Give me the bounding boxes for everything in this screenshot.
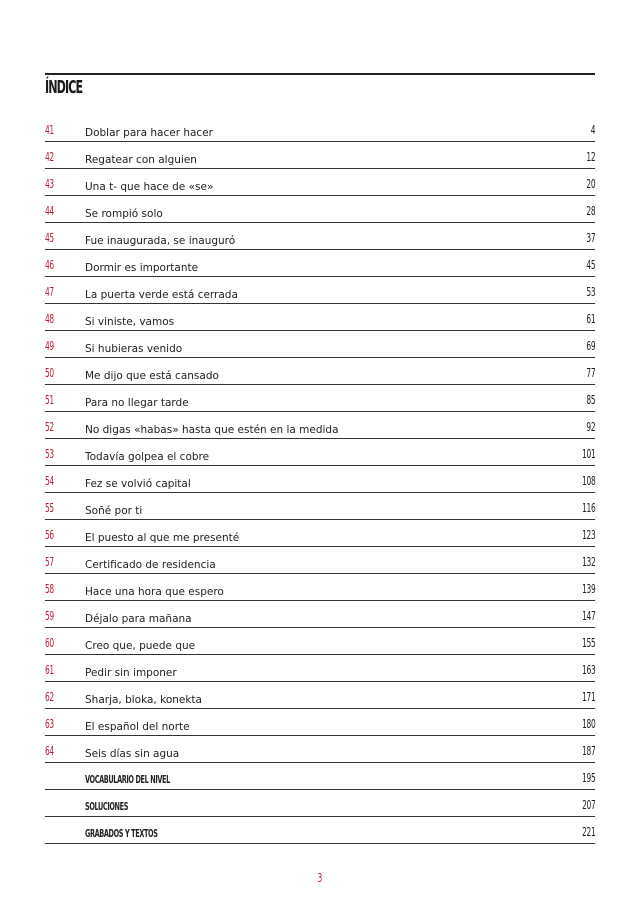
unit-number: 58	[45, 582, 54, 596]
entry-title: Para no llegar tarde	[85, 397, 189, 409]
toc-entry	[45, 466, 595, 493]
toc-entry	[45, 196, 595, 223]
entry-title: Si hubieras venido	[85, 343, 183, 355]
page-number: 3	[317, 871, 323, 885]
toc-entry	[45, 493, 595, 520]
entry-title: Certificado de residencia	[85, 559, 216, 571]
entry-page-number: 139	[581, 582, 595, 596]
entry-page-number: 53	[586, 285, 595, 299]
entry-title: El español del norte	[85, 721, 190, 733]
entry-page-number: 101	[581, 447, 595, 461]
unit-number: 57	[45, 555, 54, 569]
entry-page-number: 207	[581, 798, 595, 812]
unit-number: 44	[45, 204, 54, 218]
unit-number: 43	[45, 177, 54, 191]
toc-entry	[45, 142, 595, 169]
unit-number: 51	[45, 393, 54, 407]
toc-entry	[45, 628, 595, 655]
entry-title: Seis días sin agua	[85, 748, 180, 760]
entry-title: La puerta verde está cerrada	[85, 289, 238, 301]
toc-entry	[45, 790, 595, 817]
entry-page-number: 195	[581, 771, 595, 785]
unit-number: 50	[45, 366, 54, 380]
entry-title: Dormir es importante	[85, 262, 199, 274]
entry-page-number: 28	[586, 204, 595, 218]
unit-number: 41	[45, 123, 54, 137]
entry-page-number: 85	[586, 393, 595, 407]
entry-page-number: 180	[581, 717, 595, 731]
entry-page-number: 4	[590, 123, 595, 137]
unit-number: 49	[45, 339, 54, 353]
unit-number: 64	[45, 744, 54, 758]
toc-entry	[45, 439, 595, 466]
unit-number: 48	[45, 312, 54, 326]
toc-entry	[45, 736, 595, 763]
entry-title: Se rompió solo	[85, 208, 163, 220]
footer	[0, 871, 640, 885]
toc-entry	[45, 763, 595, 790]
unit-number: 53	[45, 447, 54, 461]
entry-title: Regatear con alguien	[85, 154, 197, 166]
entry-page-number: 132	[581, 555, 595, 569]
entry-page-number: 92	[586, 420, 595, 434]
entry-title: Fez se volvió capital	[85, 478, 191, 490]
toc-entry	[45, 358, 595, 385]
top-rule	[45, 73, 595, 75]
toc-entry	[45, 331, 595, 358]
toc-entry	[45, 115, 595, 142]
entry-title: No digas «habas» hasta que estén en la medida	[85, 424, 339, 436]
entry-title: Hace una hora que espero	[85, 586, 224, 598]
unit-number: 46	[45, 258, 54, 272]
entry-page-number: 61	[586, 312, 595, 326]
table-of-contents	[45, 115, 595, 844]
entry-page-number: 69	[586, 339, 595, 353]
unit-number: 60	[45, 636, 54, 650]
toc-entry	[45, 574, 595, 601]
unit-number: 61	[45, 663, 54, 677]
unit-number: 52	[45, 420, 54, 434]
entry-title: Pedir sin imponer	[85, 667, 177, 679]
entry-title: Me dijo que está cansado	[85, 370, 219, 382]
entry-title: Fue inaugurada, se inauguró	[85, 235, 236, 247]
unit-number: 59	[45, 609, 54, 623]
page-title: ÍNDICE	[45, 77, 83, 98]
unit-number: 56	[45, 528, 54, 542]
entry-page-number: 221	[581, 825, 595, 839]
entry-page-number: 77	[586, 366, 595, 380]
entry-title: Soñé por ti	[85, 505, 143, 517]
toc-entry	[45, 169, 595, 196]
entry-title: Sharja, bloka, konekta	[85, 694, 202, 706]
entry-page-number: 163	[581, 663, 595, 677]
toc-entry	[45, 682, 595, 709]
toc-entry	[45, 709, 595, 736]
toc-entry	[45, 385, 595, 412]
toc-entry	[45, 250, 595, 277]
entry-title: Creo que, puede que	[85, 640, 196, 652]
toc-entry	[45, 655, 595, 682]
entry-title: Si viniste, vamos	[85, 316, 175, 328]
toc-entry	[45, 520, 595, 547]
entry-title: GRABADOS Y TEXTOS	[85, 828, 158, 840]
entry-title: SOLUCIONES	[85, 801, 129, 813]
entry-page-number: 147	[581, 609, 595, 623]
entry-title: Una t- que hace de «se»	[85, 181, 214, 193]
unit-number: 42	[45, 150, 54, 164]
toc-entry	[45, 547, 595, 574]
toc-entry	[45, 412, 595, 439]
entry-page-number: 45	[586, 258, 595, 272]
toc-entry	[45, 601, 595, 628]
unit-number: 45	[45, 231, 54, 245]
entry-page-number: 123	[581, 528, 595, 542]
unit-number: 62	[45, 690, 54, 704]
entry-title: VOCABULARIO DEL NIVEL	[85, 774, 170, 786]
entry-page-number: 187	[581, 744, 595, 758]
toc-entry	[45, 817, 595, 844]
unit-number: 55	[45, 501, 54, 515]
entry-title: Doblar para hacer hacer	[85, 127, 213, 139]
entry-title: Todavía golpea el cobre	[85, 451, 210, 463]
entry-page-number: 37	[586, 231, 595, 245]
entry-page-number: 108	[581, 474, 595, 488]
toc-entry	[45, 277, 595, 304]
unit-number: 54	[45, 474, 54, 488]
entry-page-number: 155	[581, 636, 595, 650]
entry-page-number: 12	[586, 150, 595, 164]
entry-page-number: 20	[586, 177, 595, 191]
unit-number: 63	[45, 717, 54, 731]
entry-title: Déjalo para mañana	[85, 613, 192, 625]
entry-title: El puesto al que me presenté	[85, 532, 240, 544]
toc-entry	[45, 223, 595, 250]
entry-page-number: 116	[581, 501, 595, 515]
toc-entry	[45, 304, 595, 331]
unit-number: 47	[45, 285, 54, 299]
entry-page-number: 171	[581, 690, 595, 704]
